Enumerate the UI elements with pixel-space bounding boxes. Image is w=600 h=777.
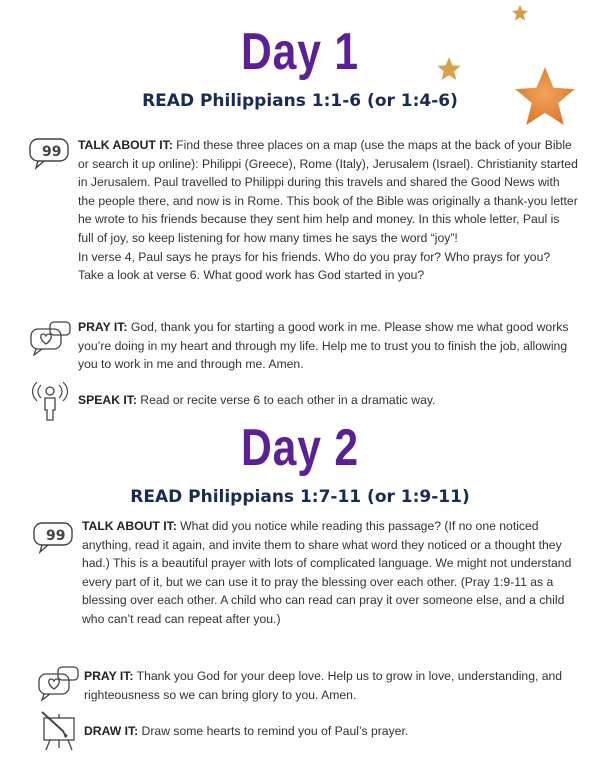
day2-read-heading: READ Philippians 1:7-11 (or 1:9-11) <box>130 487 470 507</box>
day2-talk-label: TALK ABOUT IT: <box>82 519 177 533</box>
day1-talk-label: TALK ABOUT IT: <box>78 138 173 152</box>
speech-bubble-quote-icon <box>26 136 72 170</box>
day1-talk-text2: In verse 4, Paul says he prays for his friends. Who do you pray for? Who prays for you? Take a look at verse 6. What good work has God started in you? <box>78 249 551 283</box>
day2-title: Day 2 <box>241 419 359 477</box>
heart-speech-bubbles-icon <box>26 320 76 356</box>
day2-pray-label: PRAY IT: <box>84 669 134 683</box>
day2-draw-section <box>84 722 578 741</box>
speech-bubble-quote-icon <box>30 520 76 554</box>
day2-draw-label: DRAW IT: <box>84 724 139 738</box>
day1-speak-label: SPEAK IT: <box>78 393 137 407</box>
day1-read-heading: READ Philippians 1:1-6 (or 1:4-6) <box>142 91 458 111</box>
easel-brush-icon <box>38 708 82 752</box>
day1-pray-text: God, thank you for starting a good work in me. Please show me what good works you’re doing in my heart and through my life. Help me to trust you to finish the job, allowing you to work in me and through me. Amen. <box>78 320 569 372</box>
day1-speak-text: Read or recite verse 6 to each other in a dramatic way. <box>136 393 436 407</box>
day1-speak-section <box>78 391 578 410</box>
day2-pray-text: Thank you God for your deep love. Help us to grow in love, understanding, and righteousness so we can bring glory to you. Amen. <box>84 669 563 702</box>
day2-pray-section <box>84 667 578 704</box>
day1-title: Day 1 <box>241 23 359 81</box>
svg-text:99: 99 <box>46 528 66 544</box>
day2-talk-text: What did you notice while reading this passage? (If no one noticed anything, read it again, and invite them to share what word they noticed or a thought they had.) This is a beautiful prayer with lots of complicated language. We might not understand every part of it, but we can use it to pray the blessing over each other. (Pray 1:9-11 as a blessing over each other. A child who can read can pray it over someone else, and a child who can’t read can repeat after you.) <box>82 519 572 626</box>
day2-talk-section <box>82 517 578 629</box>
heart-speech-bubbles-icon <box>34 665 84 701</box>
svg-text:99: 99 <box>42 144 62 160</box>
day2-draw-text: Draw some hearts to remind you of Paul’s prayer. <box>138 724 409 738</box>
day1-pray-label: PRAY IT: <box>78 320 128 334</box>
small-star-icon <box>511 4 529 22</box>
day1-talk-text: Find these three places on a map (use the maps at the back of your Bible or search it up online): Philippi (Greece), Rome (Italy), Jerusalem (Israel). Christianity started in Jerusalem. Paul travelled to Philippi during this travels and shared the Good News with the people there, and now is in Rome. This book of the Bible was originally a thank-you letter he wrote to his friends because they sent him help and money. In this whole letter, Paul is full of joy, so keep listening for how many times he says the word “joy”! <box>78 138 578 245</box>
day1-pray-section <box>78 318 578 374</box>
day1-talk-section <box>78 136 578 285</box>
